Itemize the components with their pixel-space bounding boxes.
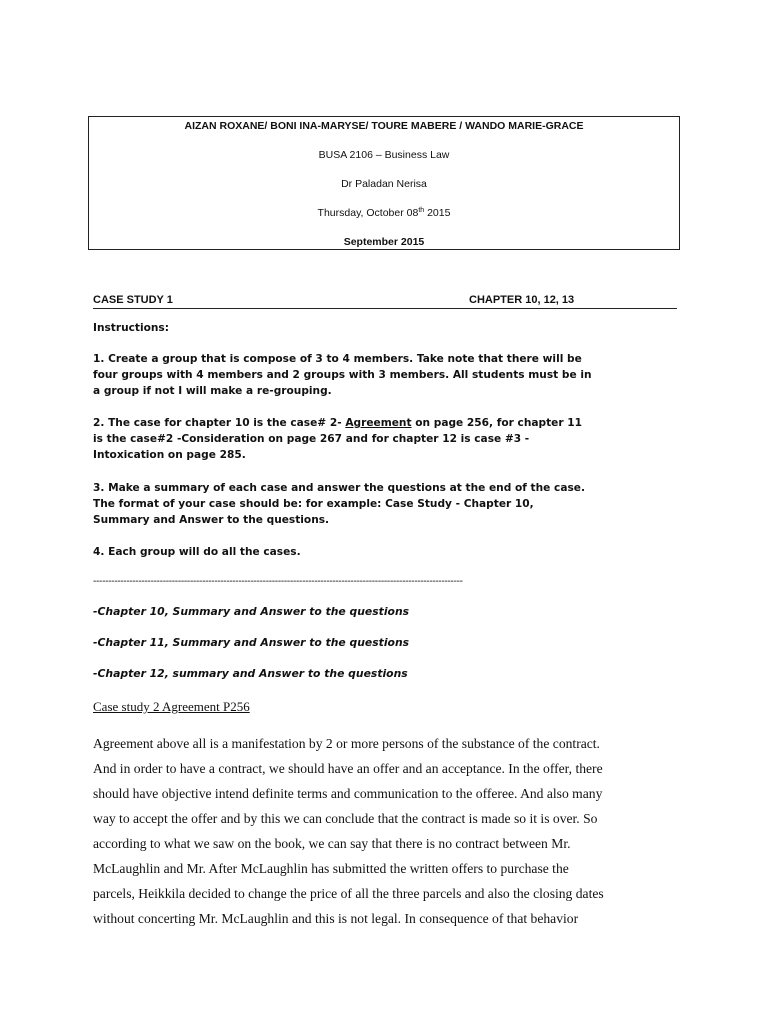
body-line: Agreement above all is a manifestation by 2 or more persons of the substance of the contract.: [93, 736, 600, 751]
instruction-3-line: The format of your case should be: for example: Case Study - Chapter 10,: [93, 498, 534, 510]
body-line: should have objective intend definite terms and communication to the offeree. And also many: [93, 786, 603, 801]
body-line: according to what we saw on the book, we can say that there is no contract between Mr.: [93, 836, 571, 851]
date-suffix: th: [418, 207, 425, 214]
dashed-divider: --------------------------------------------------------------------------------------------------------------------------: [93, 576, 463, 587]
instruction-1-line: 1. Create a group that is compose of 3 to 4 members. Take note that there will be: [93, 353, 582, 365]
body-line: McLaughlin and Mr. After McLaughlin has submitted the written offers to purchase the: [93, 861, 569, 876]
instruction-4: 4. Each group will do all the cases.: [93, 546, 301, 558]
date-main: Thursday, October 08: [317, 207, 419, 219]
body-line: parcels, Heikkila decided to change the price of all the three parcels and also the closing dates: [93, 886, 604, 901]
instruction-1: [93, 351, 683, 399]
chapter-item: -Chapter 12, summary and Answer to the questions: [93, 667, 408, 680]
instruction-3: [93, 480, 683, 528]
body-paragraph: [93, 735, 683, 935]
professor: Dr Paladan Nerisa: [341, 178, 427, 190]
instruction-1-line: four groups with 4 members and 2 groups with 3 members. All students must be in: [93, 369, 592, 381]
agreement-link[interactable]: Agreement: [345, 417, 412, 429]
month: September 2015: [343, 236, 425, 248]
authors: AIZAN ROXANE/ BONI INA-MARYSE/ TOURE MABERE / WANDO MARIE-GRACE: [184, 120, 584, 132]
instructions-title: Instructions:: [93, 322, 169, 334]
body-line: way to accept the offer and by this we can conclude that the contract is made so it is over. So: [93, 811, 598, 826]
chapter-label: CHAPTER 10, 12, 13: [469, 294, 575, 306]
instruction-2-line: 2. The case for chapter 10 is the case# 2- Agreement on page 256, for chapter 11: [93, 417, 583, 429]
instruction-2-line: is the case#2 -Consideration on page 267 and for chapter 12 is case #3 -: [93, 433, 530, 445]
submission-date: [89, 207, 679, 219]
case-study-title: Case study 2 Agreement P256: [93, 699, 250, 714]
date-year: 2015: [424, 207, 451, 219]
chapter-item: -Chapter 10, Summary and Answer to the questions: [93, 605, 410, 618]
instruction-3-line: Summary and Answer to the questions.: [93, 514, 330, 526]
chapter-item: -Chapter 11, Summary and Answer to the questions: [93, 636, 410, 649]
instruction-2: [93, 415, 683, 463]
instruction-2-line: Intoxication on page 285.: [93, 449, 246, 461]
body-line: without concerting Mr. McLaughlin and this is not legal. In consequence of that behavior: [93, 911, 579, 926]
case-heading: [93, 294, 677, 309]
case-study-label: CASE STUDY 1: [93, 294, 173, 306]
body-line: And in order to have a contract, we should have an offer and an acceptance. In the offer, there: [93, 761, 603, 776]
title-block: [88, 116, 680, 250]
course-name: BUSA 2106 – Business Law: [318, 149, 450, 161]
instruction-3-line: 3. Make a summary of each case and answer the questions at the end of the case.: [93, 482, 585, 494]
instruction-1-line: a group if not I will make a re-grouping.: [93, 385, 332, 397]
